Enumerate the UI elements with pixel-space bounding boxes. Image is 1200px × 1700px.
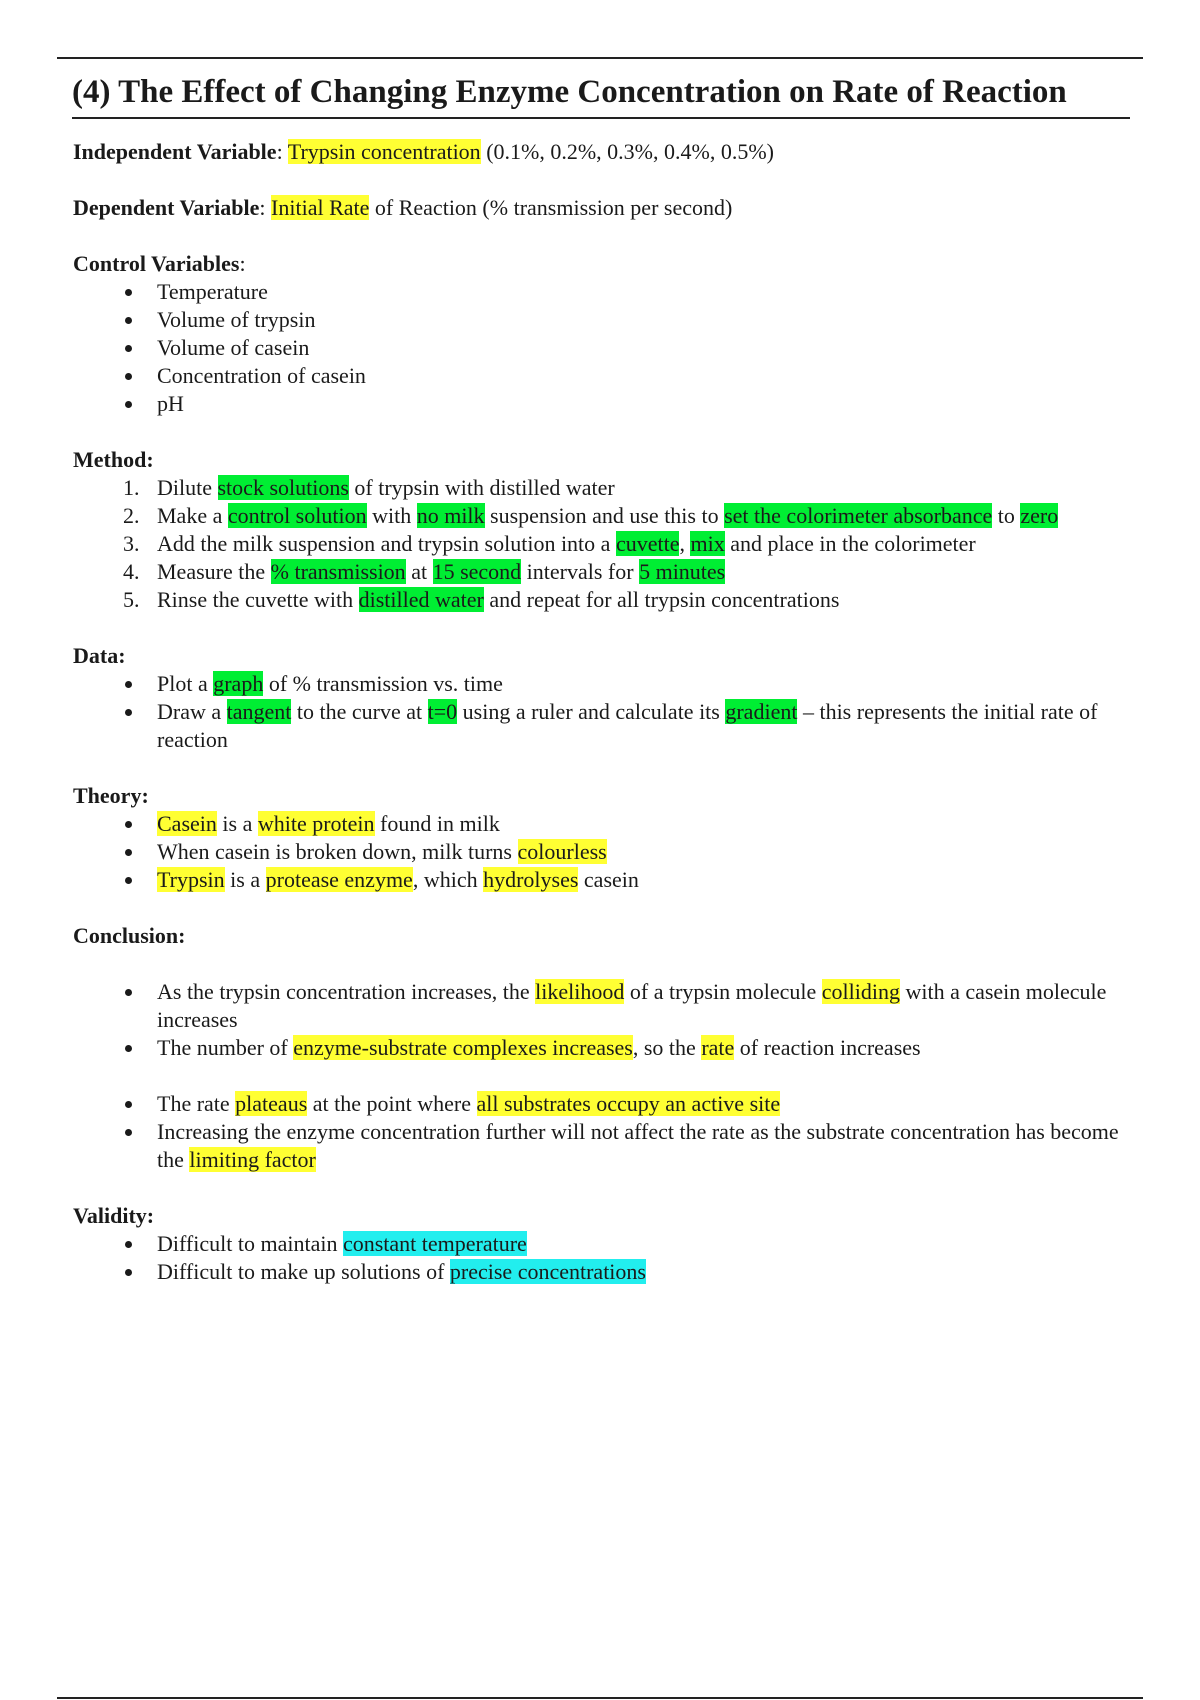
text-run: of reaction increases (734, 1035, 921, 1060)
top-rule (57, 57, 1143, 59)
list-item: • Concentration of casein (145, 362, 1133, 390)
list-item (145, 1230, 1133, 1258)
list-item (145, 1034, 1133, 1062)
data-heading: Data: (73, 643, 126, 668)
independent-variable-line (73, 138, 1133, 166)
text-run: of % transmission vs. time (263, 671, 503, 696)
text-run: Draw a (157, 699, 227, 724)
text-run: Plot a (157, 671, 214, 696)
text-run: The rate (157, 1091, 236, 1116)
text-run: found in milk (374, 811, 500, 836)
text-run: intervals for (521, 559, 640, 584)
text-run: to the curve at (291, 699, 428, 724)
independent-variable-colon: : (276, 139, 283, 164)
method-step (145, 558, 1133, 586)
text-run: – this represents the initial rate of reaction (157, 699, 1098, 752)
highlighted-term: set the colorimeter absorbance (724, 503, 993, 528)
dependent-variable-line (73, 194, 1133, 222)
control-variables-heading (73, 250, 1133, 278)
text-run: The number of (157, 1035, 294, 1060)
highlighted-term: constant temperature (342, 1231, 527, 1256)
text-run: with a casein molecule increases (157, 979, 1107, 1032)
dependent-variable-colon: : (259, 195, 266, 220)
text-run: , which (412, 867, 484, 892)
text-run: using a ruler and calculate its (457, 699, 726, 724)
text-run: with (366, 503, 417, 528)
list-item (145, 810, 1133, 838)
list-item: • Temperature (145, 278, 1133, 306)
text-run: to (992, 503, 1021, 528)
highlighted-term: control solution (227, 503, 367, 528)
text-run: , so the (632, 1035, 702, 1060)
text-run: Difficult to maintain (157, 1231, 343, 1256)
text-run: Make a (157, 503, 228, 528)
text-run: of a trypsin molecule (624, 979, 822, 1004)
page-title: (4) The Effect of Changing Enzyme Concentration on Rate of Reaction (72, 74, 1067, 110)
theory-list (73, 810, 1133, 894)
text-run: of trypsin with distilled water (348, 475, 615, 500)
conclusion-list-1 (73, 978, 1133, 1062)
text-run: When casein is broken down, milk turns (157, 839, 518, 864)
conclusion-heading: Conclusion: (73, 923, 186, 948)
list-item (145, 1258, 1133, 1286)
text-run: at the point where (307, 1091, 477, 1116)
highlighted-term: precise concentrations (449, 1259, 646, 1284)
highlighted-term: likelihood (535, 979, 625, 1004)
text-run: Add the milk suspension and trypsin solution into a (157, 531, 616, 556)
list-item (145, 670, 1133, 698)
control-variables-list (73, 278, 1133, 418)
text-run: Dilute (157, 475, 218, 500)
method-step (145, 502, 1133, 530)
highlighted-term: all substrates occupy an active site (476, 1091, 781, 1116)
highlighted-term: colourless (517, 839, 607, 864)
document-body (73, 138, 1133, 1286)
highlighted-term: mix (690, 531, 725, 556)
dependent-variable-description: of Reaction (% transmission per second) (374, 195, 733, 220)
dependent-variable-highlight: Initial Rate (271, 195, 370, 220)
text-run: casein (578, 867, 639, 892)
text-run: is a (224, 867, 266, 892)
method-step (145, 474, 1133, 502)
control-variables-label: Control Variables (73, 251, 240, 276)
highlighted-term: plateaus (235, 1091, 308, 1116)
highlighted-term: protease enzyme (265, 867, 413, 892)
highlighted-term: graph (213, 671, 264, 696)
independent-variable-label: Independent Variable (73, 139, 277, 164)
independent-variable-highlight: Trypsin concentration (287, 139, 481, 164)
text-run: at (405, 559, 433, 584)
highlighted-term: Casein (157, 811, 217, 836)
highlighted-term: rate (701, 1035, 735, 1060)
text-run: suspension and use this to (484, 503, 725, 528)
highlighted-term: enzyme-substrate complexes increases (293, 1035, 633, 1060)
independent-variable-values: (0.1%, 0.2%, 0.3%, 0.4%, 0.5%) (486, 139, 774, 164)
data-list (73, 670, 1133, 754)
highlighted-term: tangent (226, 699, 292, 724)
theory-heading: Theory: (73, 783, 149, 808)
list-item (145, 1118, 1133, 1174)
highlighted-term: cuvette (615, 531, 680, 556)
control-variables-colon: : (239, 251, 246, 276)
text-run: Difficult to make up solutions of (157, 1259, 450, 1284)
method-steps-list (73, 474, 1133, 614)
highlighted-term: Trypsin (157, 867, 225, 892)
text-run: and place in the colorimeter (724, 531, 976, 556)
list-item (145, 866, 1133, 894)
highlighted-term: 5 minutes (639, 559, 726, 584)
highlighted-term: no milk (416, 503, 485, 528)
highlighted-term: 15 second (432, 559, 522, 584)
list-item: • Volume of casein (145, 334, 1133, 362)
list-item (145, 698, 1133, 754)
dependent-variable-label: Dependent Variable (73, 195, 260, 220)
text-run: is a (216, 811, 258, 836)
highlighted-term: limiting factor (189, 1147, 316, 1172)
title-block (72, 70, 1130, 119)
highlighted-term: stock solutions (217, 475, 349, 500)
text-run: Increasing the enzyme concentration further will not affect the rate as the substrate concentration has become the (157, 1119, 1119, 1172)
validity-heading: Validity: (73, 1203, 155, 1228)
text-run: , (679, 531, 691, 556)
highlighted-term: t=0 (427, 699, 458, 724)
method-step (145, 586, 1133, 614)
list-item (145, 838, 1133, 866)
highlighted-term: white protein (257, 811, 375, 836)
list-item (145, 1090, 1133, 1118)
method-step (145, 530, 1133, 558)
text-run: Rinse the cuvette with (157, 587, 359, 612)
text-run: Measure the (157, 559, 271, 584)
method-heading: Method: (73, 447, 154, 472)
list-item: • pH (145, 390, 1133, 418)
highlighted-term: gradient (725, 699, 798, 724)
highlighted-term: distilled water (358, 587, 484, 612)
validity-list (73, 1230, 1133, 1286)
bottom-rule (57, 1697, 1143, 1699)
highlighted-term: colliding (821, 979, 900, 1004)
conclusion-list-2 (73, 1090, 1133, 1174)
text-run: and repeat for all trypsin concentrations (483, 587, 840, 612)
highlighted-term: % transmission (270, 559, 406, 584)
highlighted-term: hydrolyses (483, 867, 579, 892)
list-item (145, 978, 1133, 1034)
highlighted-term: zero (1020, 503, 1059, 528)
text-run: As the trypsin concentration increases, the (157, 979, 536, 1004)
list-item: • Volume of trypsin (145, 306, 1133, 334)
